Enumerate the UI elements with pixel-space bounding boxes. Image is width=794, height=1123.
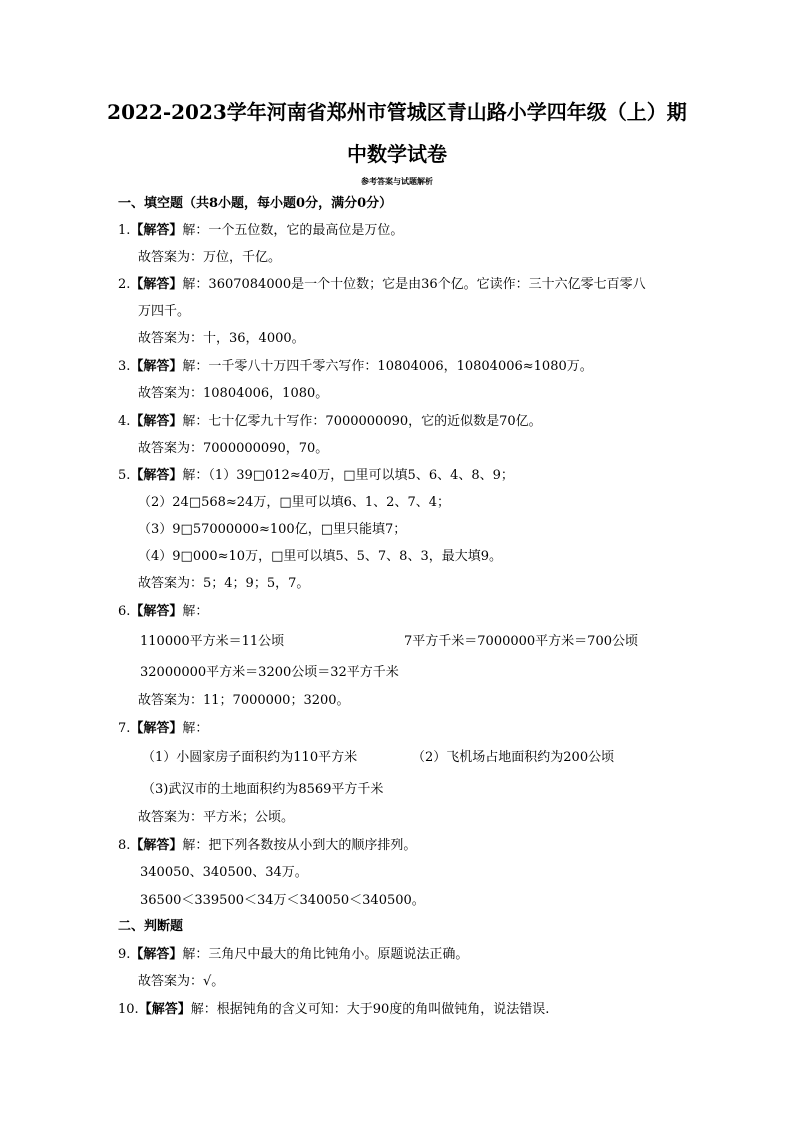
answer-item-10	[118, 1001, 549, 1019]
answer-tag: 【解答】	[130, 838, 183, 853]
ordered-numbers: 36500＜339500＜34万＜340050＜340500。	[140, 893, 425, 908]
answer-text-line-3: （3）9□57000000≈100亿，□里只能填7；	[138, 522, 407, 537]
final-answer: 故答案为：十，36，4000。	[138, 331, 305, 346]
number-list: 340050、340500、34万。	[140, 865, 308, 880]
item-number: 8.	[118, 838, 131, 853]
answer-tag: 【解答】	[130, 468, 183, 483]
answer-text-continued: 万四千。	[138, 304, 191, 319]
answer-text: 解：一千零八十万四千零六写作：10804006，10804006≈1080万。	[182, 359, 593, 374]
answer-tag: 【解答】	[130, 223, 183, 238]
final-answer: 故答案为：7000000090，70。	[138, 441, 329, 456]
item-number: 5.	[118, 468, 131, 483]
unit-example-2: （2）飞机场占地面积约为200公顷	[412, 750, 615, 765]
answer-text: 解：（1）39□012≈40万，□里可以填5、6、4、8、9；	[182, 468, 514, 483]
conversion-1: 110000平方米＝11公顷	[140, 634, 285, 649]
item-number: 1.	[118, 223, 131, 238]
unit-example-1: （1）小圆家房子面积约为110平方米	[142, 750, 358, 765]
answer-text: 解：把下列各数按从小到大的顺序排列。	[182, 838, 417, 853]
conversion-2: 7平方千米＝7000000平方米＝700公顷	[404, 634, 638, 649]
answer-tag: 【解答】	[130, 721, 183, 736]
answer-item-2	[118, 276, 646, 294]
answer-item-8	[118, 837, 416, 855]
item-number: 9.	[118, 947, 131, 962]
answer-item-6	[118, 603, 208, 621]
item-number: 7.	[118, 721, 131, 736]
answer-text: 解：	[182, 721, 209, 736]
answer-tag: 【解答】	[130, 947, 183, 962]
item-number: 6.	[118, 604, 131, 619]
final-answer: 故答案为：5；4；9；5，7。	[138, 576, 310, 591]
final-answer: 故答案为：√。	[138, 974, 225, 989]
item-number: 4.	[118, 414, 131, 429]
answer-text: 解：根据钝角的含义可知：大于90度的角叫做钝角，说法错误.	[190, 1002, 550, 1017]
answer-tag: 【解答】	[138, 1002, 191, 1017]
answer-item-1	[118, 222, 403, 240]
final-answer: 故答案为：平方米；公顷。	[138, 810, 295, 825]
answer-text-line-4: （4）9□000≈10万，□里可以填5、5、7、8、3，最大填9。	[138, 549, 502, 564]
answer-text: 解：一个五位数，它的最高位是万位。	[182, 223, 404, 238]
answer-text: 解：七十亿零九十写作：7000000090，它的近似数是70亿。	[182, 414, 542, 429]
answer-tag: 【解答】	[130, 277, 183, 292]
answer-item-3	[118, 358, 593, 376]
answer-text: 解：3607084000是一个十位数；它是由36个亿。它读作：三十六亿零七百零八	[182, 277, 646, 292]
answer-text-line-2: （2）24□568≈24万，□里可以填6、1、2、7、4；	[138, 495, 450, 510]
document-title-line-1: 2022-2023学年河南省郑州市管城区青山路小学四年级（上）期	[107, 100, 687, 124]
answer-item-4	[118, 413, 542, 431]
section-heading-fill-blank: 一、填空题（共8小题，每小题0分，满分0分）	[118, 196, 393, 211]
answer-item-7	[118, 720, 208, 738]
answer-text: 解：	[182, 604, 209, 619]
final-answer: 故答案为：万位，千亿。	[138, 250, 282, 265]
item-number: 10.	[118, 1002, 139, 1017]
conversion-3: 32000000平方米＝3200公顷＝32平方千米	[140, 665, 399, 680]
answer-tag: 【解答】	[130, 604, 183, 619]
item-number: 3.	[118, 359, 131, 374]
final-answer: 故答案为：10804006，1080。	[138, 386, 329, 401]
document-title-line-2: 中数学试卷	[347, 142, 447, 166]
document-subtitle: 参考答案与试题解析	[361, 176, 433, 186]
section-heading-true-false: 二、判断题	[118, 919, 184, 934]
answer-text: 解：三角尺中最大的角比钝角小。原题说法正确。	[182, 947, 469, 962]
unit-example-3: （3)武汉市的土地面积约为8569平方千米	[142, 782, 384, 797]
answer-tag: 【解答】	[130, 414, 183, 429]
final-answer: 故答案为：11；7000000；3200。	[138, 693, 350, 708]
item-number: 2.	[118, 277, 131, 292]
answer-item-5	[118, 467, 514, 485]
answer-tag: 【解答】	[130, 359, 183, 374]
answer-item-9	[118, 946, 468, 964]
